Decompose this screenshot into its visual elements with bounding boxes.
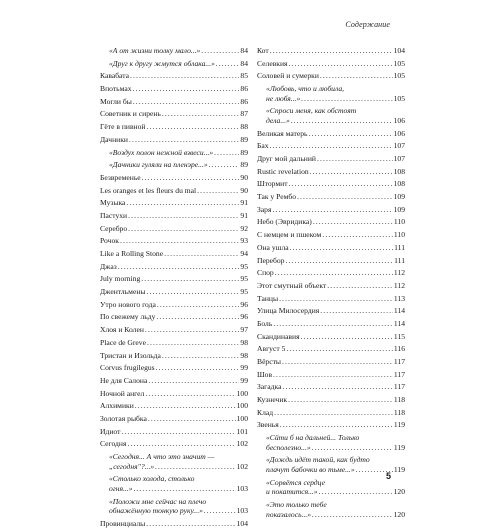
toc-entry-title-line: «Сйти б на дальней... Только xyxy=(266,433,360,443)
toc-entry-title: Музыка xyxy=(100,198,126,208)
toc-entry-title: Соловей и сумерки xyxy=(257,71,319,81)
toc-entry-title: «А от жизни толку мало...» xyxy=(109,46,201,55)
dot-leader xyxy=(141,274,239,284)
toc-entry xyxy=(257,205,405,215)
dot-leader xyxy=(289,179,393,189)
toc-entry-title-line: огня...» xyxy=(109,483,133,493)
toc-entry-page: 116 xyxy=(393,344,405,354)
toc-entry-title: Безвременье xyxy=(100,172,141,182)
toc-entry xyxy=(257,319,405,329)
toc-entry-poem-incipit xyxy=(257,84,405,103)
toc-entry xyxy=(100,249,248,259)
toc-entry-title: Впотьмах xyxy=(100,84,132,94)
toc-entry-page: 103 xyxy=(236,483,248,493)
toc-entry-title: Идиот xyxy=(100,426,121,436)
toc-entry xyxy=(257,243,405,253)
toc-entry xyxy=(257,179,405,189)
toc-entry xyxy=(257,306,405,316)
toc-entry-page: 98 xyxy=(240,350,248,360)
toc-entry-title: С немцем и пшеком xyxy=(257,230,322,240)
toc-entry-page: 107 xyxy=(393,141,405,151)
toc-entry xyxy=(100,173,248,183)
dot-leader xyxy=(310,167,393,177)
dot-leader xyxy=(120,236,239,246)
dot-leader xyxy=(127,439,235,449)
dot-leader xyxy=(145,389,235,399)
toc-entry-title: Советник и сирень xyxy=(100,109,161,119)
toc-entry-title: Великая матерь xyxy=(257,128,308,138)
toc-entry-title-line: обнажённую тонкую руку...» xyxy=(109,506,203,516)
toc-entry-page: 104 xyxy=(393,46,405,55)
dot-leader xyxy=(147,338,239,348)
toc-entry-title: Like a Rolling Stone xyxy=(100,249,164,258)
toc-entry xyxy=(100,274,248,284)
toc-entry-title: Гёте в пивной xyxy=(100,122,146,132)
toc-entry-page: 96 xyxy=(240,312,248,322)
toc-entry-page: 105 xyxy=(393,93,405,103)
toc-entry-title: «Друг к другу жмутся облака...» xyxy=(109,58,215,68)
toc-entry-last-line xyxy=(109,506,248,516)
toc-entry-last-line xyxy=(109,462,248,472)
toc-entry xyxy=(100,376,248,386)
dot-leader xyxy=(128,211,239,221)
toc-entry xyxy=(100,389,248,399)
toc-entry-title-line: «Дождь идёт такой, как будто xyxy=(266,455,370,465)
dot-leader xyxy=(285,256,393,266)
toc-entry-page: 99 xyxy=(240,363,248,373)
dot-leader xyxy=(133,84,240,94)
dot-leader xyxy=(273,319,393,329)
toc-entry-title: «Дачники гуляли на пленэре...» xyxy=(109,160,208,170)
toc-entry-page: 112 xyxy=(393,268,405,278)
dot-leader xyxy=(322,230,393,240)
toc-entry xyxy=(100,186,248,196)
dot-leader xyxy=(145,325,240,335)
toc-entry xyxy=(257,281,405,291)
dot-leader xyxy=(128,224,239,234)
toc-entry xyxy=(257,294,405,304)
running-head: Содержание xyxy=(345,20,390,29)
dot-leader xyxy=(157,300,240,310)
toc-entry-page: 96 xyxy=(240,299,248,309)
toc-entry xyxy=(100,363,248,373)
toc-entry-page: 90 xyxy=(240,172,248,182)
dot-leader xyxy=(201,46,239,56)
dot-leader xyxy=(301,332,393,342)
toc-entry-page: 86 xyxy=(240,96,248,106)
toc-entry xyxy=(257,256,405,266)
toc-entry-page: 99 xyxy=(240,375,248,385)
toc-entry-last-line xyxy=(266,443,405,453)
toc-entry-title-line: «Сегодня... А что это значит — xyxy=(109,452,215,461)
toc-entry-page: 100 xyxy=(236,388,248,398)
toc-entry xyxy=(257,217,405,227)
dot-leader xyxy=(142,173,240,183)
toc-entry-title-line: дела...» xyxy=(266,115,290,125)
toc-entry xyxy=(100,236,248,246)
toc-entry-page: 86 xyxy=(240,84,248,94)
dot-leader xyxy=(272,205,392,215)
toc-entry-page: 117 xyxy=(393,382,405,392)
dot-leader xyxy=(270,141,393,151)
toc-entry xyxy=(257,59,405,69)
toc-entry-page: 104 xyxy=(236,518,248,528)
toc-entry-page: 102 xyxy=(236,439,248,449)
toc-entry-title-line: бесполезно...» xyxy=(266,442,311,452)
dot-leader xyxy=(275,268,393,278)
toc-entry-title: Селевкия xyxy=(257,58,288,68)
toc-entry-title: Друг мой дальний xyxy=(257,154,316,163)
toc-entry-page: 112 xyxy=(393,280,405,290)
toc-entry-title-line: „сегодня"?...» xyxy=(109,461,155,471)
toc-entry-title: Шов xyxy=(257,369,273,379)
toc-entry-poem-incipit xyxy=(100,474,248,493)
toc-entry-page: 84 xyxy=(240,46,248,55)
toc-entry xyxy=(257,129,405,139)
dot-leader xyxy=(118,262,240,272)
toc-left-column xyxy=(100,46,248,532)
toc-entry xyxy=(257,357,405,367)
toc-entry-poem-incipit xyxy=(100,497,248,516)
toc-entry-title: Бах xyxy=(257,141,269,151)
toc-entry-title: Перебор xyxy=(257,255,285,265)
toc-entry-page: 94 xyxy=(240,249,248,258)
toc-entry-page: 93 xyxy=(240,236,248,246)
toc-entry-title-line: «Столько холода, столько xyxy=(109,474,195,484)
toc-entry xyxy=(257,382,405,392)
toc-entry-page: 118 xyxy=(393,395,405,405)
dot-leader xyxy=(209,160,240,170)
dot-leader xyxy=(134,484,236,494)
toc-entry xyxy=(100,287,248,297)
toc-entry-page: 91 xyxy=(240,198,248,208)
toc-entry-last-line xyxy=(266,116,405,126)
toc-entry-page: 113 xyxy=(393,293,405,303)
toc-entry-last-line xyxy=(266,465,405,475)
dot-leader xyxy=(146,122,239,132)
toc-entry xyxy=(100,224,248,234)
toc-entry xyxy=(257,141,405,151)
toc-entry xyxy=(100,198,248,208)
toc-entry-page: 87 xyxy=(240,109,248,119)
toc-entry-last-line xyxy=(266,94,405,104)
toc-entry xyxy=(100,427,248,437)
toc-entry-page: 90 xyxy=(240,185,248,195)
toc-entry-title: Кавабата xyxy=(100,71,130,81)
toc-entry-title: Les oranges et les fleurs du mal xyxy=(100,185,197,195)
toc-entry-poem-incipit xyxy=(257,455,405,474)
dot-leader xyxy=(126,198,239,208)
toc-entry xyxy=(100,71,248,81)
toc-entry-title: Могли бы xyxy=(100,96,132,106)
toc-entry-title: Джентльмены xyxy=(100,287,146,297)
toc-entry-poem-incipit xyxy=(100,160,248,170)
toc-entry-page: 95 xyxy=(240,261,248,271)
toc-entry-page: 102 xyxy=(236,461,248,471)
toc-entry xyxy=(100,401,248,411)
dot-leader xyxy=(270,46,393,56)
toc-entry-page: 119 xyxy=(393,420,405,430)
dot-leader xyxy=(286,344,393,354)
toc-entry xyxy=(257,408,405,418)
toc-entry xyxy=(100,84,248,94)
toc-entry-title-line: «Это только тебе xyxy=(266,499,327,509)
toc-entry-title: По свежему льду xyxy=(100,312,156,322)
dot-leader xyxy=(312,510,393,520)
toc-entry-last-line xyxy=(109,484,248,494)
dot-leader xyxy=(282,357,393,367)
dot-leader xyxy=(279,294,393,304)
dot-leader xyxy=(129,135,239,145)
toc-entry-title: Дачники xyxy=(100,134,128,144)
dot-leader xyxy=(282,382,392,392)
dot-leader xyxy=(133,97,240,107)
toc-entry-title: Боль xyxy=(257,318,273,328)
toc-entry xyxy=(257,154,405,164)
toc-entry-poem-incipit xyxy=(100,452,248,471)
toc-entry-page: 107 xyxy=(393,154,405,163)
toc-entry-page: 100 xyxy=(236,401,248,411)
toc-entry-title: Вёрсты xyxy=(257,357,282,366)
toc-entry-poem-incipit xyxy=(257,500,405,519)
toc-entry-title: Клад xyxy=(257,407,274,417)
dot-leader xyxy=(290,243,394,253)
toc-entry-title: Скандинавия xyxy=(257,331,300,341)
toc-entry-title-line: «Спроси меня, как обстоят xyxy=(266,106,357,116)
toc-entry xyxy=(100,439,248,449)
toc-entry-page: 114 xyxy=(393,306,405,316)
dot-leader xyxy=(288,395,393,405)
toc-entry-page: 119 xyxy=(393,442,405,452)
toc-entry-page: 95 xyxy=(240,274,248,284)
dot-leader xyxy=(313,217,393,227)
toc-entry-page: 111 xyxy=(394,255,405,265)
dot-leader xyxy=(148,376,239,386)
toc-entry-page: 115 xyxy=(393,331,405,341)
toc-entry-title: Тристан и Изольда xyxy=(100,350,161,360)
toc-entry-title: Провинциалы xyxy=(100,518,146,528)
dot-leader xyxy=(214,148,239,158)
toc-entry-page: 109 xyxy=(393,192,405,202)
toc-entry-title-line: «Сорвётся сердце xyxy=(266,477,325,487)
dot-leader xyxy=(162,109,240,119)
toc-entry xyxy=(257,268,405,278)
toc-entry-title: Place de Greve xyxy=(100,337,146,347)
toc-entry-page: 110 xyxy=(393,217,405,227)
toc-entry-page: 89 xyxy=(240,134,248,144)
dot-leader xyxy=(135,401,236,411)
toc-entry xyxy=(100,97,248,107)
dot-leader xyxy=(155,462,235,472)
toc-entry-title: Золотая рыбка xyxy=(100,413,147,423)
toc-entry xyxy=(100,122,248,132)
toc-entry-poem-incipit xyxy=(257,433,405,452)
toc-entry-title: «Воздух полон нежной взвеси...» xyxy=(109,147,214,157)
toc-entry-title: Август 5 xyxy=(257,344,286,354)
dot-leader xyxy=(156,363,240,373)
toc-entry-title: Танцы xyxy=(257,293,279,303)
toc-entry-title: Кузнечик xyxy=(257,395,288,405)
toc-entry-title: Ночной ангел xyxy=(100,388,145,398)
dot-leader xyxy=(309,129,393,139)
toc-entry xyxy=(100,414,248,424)
dot-leader xyxy=(130,71,239,81)
toc-entry-page: 120 xyxy=(393,487,405,497)
toc-entry-title: Кот xyxy=(257,46,269,55)
toc-entry xyxy=(257,71,405,81)
toc-entry-page: 110 xyxy=(393,230,405,240)
toc-entry-title: Rustic revelation xyxy=(257,166,309,176)
toc-entry-title: Утро нового года xyxy=(100,299,156,309)
toc-entry-title: Заря xyxy=(257,204,272,214)
toc-entry-title-line: и покатится...» xyxy=(266,487,318,497)
dot-leader xyxy=(162,351,239,361)
toc-entry xyxy=(100,211,248,221)
toc-entry xyxy=(257,230,405,240)
toc-entry-last-line xyxy=(266,510,405,520)
dot-leader xyxy=(216,59,240,69)
toc-entry-page: 108 xyxy=(393,166,405,176)
toc-entry-page: 106 xyxy=(393,115,405,125)
dot-leader xyxy=(320,306,393,316)
toc-entry-title: Джаз xyxy=(100,261,117,271)
toc-entry-page: 101 xyxy=(236,426,248,436)
toc-entry xyxy=(100,338,248,348)
toc-entry xyxy=(100,325,248,335)
dot-leader xyxy=(197,186,239,196)
toc-entry-title: Небо (Эвридика) xyxy=(257,217,312,227)
toc-entry-title-line: плачут бабочки во тьме...» xyxy=(266,465,355,474)
toc-entry-title-line: не любя...» xyxy=(266,93,301,103)
toc-entry xyxy=(100,262,248,272)
dot-leader xyxy=(273,370,393,380)
toc-entry xyxy=(100,135,248,145)
toc-entry xyxy=(257,167,405,177)
toc-entry-page: 89 xyxy=(240,147,248,157)
toc-entry-title: Пастухи xyxy=(100,210,128,220)
toc-entry-title: Загадка xyxy=(257,382,282,392)
toc-entry-last-line xyxy=(266,487,405,497)
toc-entry-title: Так у Рембо xyxy=(257,192,297,202)
toc-entry-page: 92 xyxy=(240,223,248,233)
dot-leader xyxy=(317,154,393,164)
toc-entry-title: July morning xyxy=(100,274,141,284)
page-number: 5 xyxy=(386,471,392,481)
toc-entry-title: Corvus frugilegus xyxy=(100,363,155,373)
dot-leader xyxy=(121,427,235,437)
toc-entry xyxy=(257,395,405,405)
toc-entry-page: 91 xyxy=(240,210,248,220)
toc-entry xyxy=(257,46,405,56)
toc-entry xyxy=(257,192,405,202)
dot-leader xyxy=(312,443,393,453)
dot-leader xyxy=(319,487,393,497)
toc-entry-page: 100 xyxy=(236,413,248,423)
toc-entry xyxy=(100,300,248,310)
toc-entry-page: 114 xyxy=(393,318,405,328)
toc-entry-title: Спор xyxy=(257,268,274,278)
toc-entry-title-line: «Любовь, что и любила, xyxy=(266,84,345,94)
toc-entry-page: 118 xyxy=(393,407,405,417)
dot-leader xyxy=(320,71,393,81)
dot-leader xyxy=(291,116,393,126)
toc-entry-title: Этот смутный объект xyxy=(257,280,327,290)
toc-entry-page: 97 xyxy=(240,325,248,335)
dot-leader xyxy=(164,249,239,259)
dot-leader xyxy=(148,414,236,424)
toc-entry-title: Алхимики xyxy=(100,401,134,411)
toc-entry xyxy=(100,312,248,322)
toc-entry xyxy=(100,351,248,361)
toc-entry-title: Серебро xyxy=(100,223,128,233)
dot-leader xyxy=(204,506,236,516)
toc-entry-poem-incipit xyxy=(100,148,248,158)
toc-entry-title: Улица Милосердия xyxy=(257,306,320,316)
dot-leader xyxy=(327,281,393,291)
toc-entry-page: 119 xyxy=(393,465,405,474)
toc-entry-page: 84 xyxy=(240,58,248,68)
dot-leader xyxy=(156,312,239,322)
dot-leader xyxy=(289,59,393,69)
toc-entry xyxy=(257,370,405,380)
toc-entry-poem-incipit xyxy=(257,106,405,125)
toc-entry-page: 105 xyxy=(393,71,405,81)
toc-entry-title-line: «Положи мне сейчас на плечо xyxy=(109,496,207,506)
toc-entry-page: 108 xyxy=(393,179,405,189)
toc-entry xyxy=(257,344,405,354)
toc-entry-page: 88 xyxy=(240,122,248,132)
toc-entry-page: 117 xyxy=(393,369,405,379)
toc-entry-page: 103 xyxy=(236,506,248,516)
toc-entry-page: 105 xyxy=(393,58,405,68)
toc-entry-page: 106 xyxy=(393,128,405,138)
toc-entry-page: 109 xyxy=(393,204,405,214)
toc-entry-poem-incipit xyxy=(100,46,248,56)
dot-leader xyxy=(274,408,393,418)
toc-entry-poem-incipit xyxy=(257,478,405,497)
dot-leader xyxy=(147,287,240,297)
toc-entry-page: 85 xyxy=(240,71,248,81)
toc-entry-page: 117 xyxy=(393,357,405,366)
toc-entry-title: Сегодня xyxy=(100,439,127,449)
toc-entry xyxy=(100,109,248,119)
toc-entry xyxy=(257,332,405,342)
toc-entry-title: Не для Салона xyxy=(100,375,148,385)
toc-entry-poem-incipit xyxy=(100,59,248,69)
toc-right-column xyxy=(257,46,405,522)
toc-entry-page: 120 xyxy=(393,509,405,519)
toc-entry-title-line: показалось...» xyxy=(266,509,312,519)
toc-entry-page: 111 xyxy=(394,242,405,252)
dot-leader xyxy=(280,420,393,430)
toc-entry-title: Она ушла xyxy=(257,242,289,252)
toc-entry xyxy=(257,420,405,430)
toc-entry-page: 95 xyxy=(240,287,248,297)
dot-leader xyxy=(297,192,393,202)
toc-entry-page: 98 xyxy=(240,337,248,347)
dot-leader xyxy=(301,94,392,104)
toc-entry-page: 89 xyxy=(240,160,248,170)
dot-leader xyxy=(146,519,235,529)
toc-entry-title: Звенья xyxy=(257,420,279,430)
toc-entry-title: Хлоя и Колен xyxy=(100,325,144,335)
toc-entry xyxy=(100,519,248,529)
toc-entry-title: Рочок xyxy=(100,236,119,246)
toc-entry-title: Штормит xyxy=(257,179,288,189)
